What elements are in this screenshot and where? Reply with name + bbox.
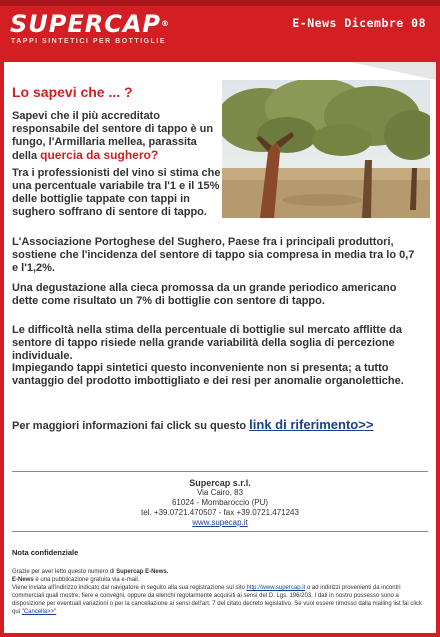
logo-tagline: TAPPI SINTETICI PER BOTTIGLIE <box>11 38 166 45</box>
privacy-line-3-text: Viene inviata all'indirizzo indicato dal navigatore in seguito alla sua registrazione sul sito <box>12 585 245 591</box>
privacy-line-1-text: Grazie per aver letto questo numero di <box>12 569 115 575</box>
privacy-line-2-text: è una pubblicazione gratuita via e-mail. <box>35 577 140 583</box>
company-name: Supercap s.r.l. <box>189 478 251 488</box>
bottom-border <box>0 633 440 637</box>
company-city: 61024 - Mombaroccio (PU) <box>171 498 269 507</box>
more-info <box>12 418 432 433</box>
privacy-line-3 <box>12 584 428 616</box>
privacy-line-2 <box>12 576 428 584</box>
paragraph-associazione: L'Associazione Portoghese del Sughero, Paese fra i principali produttori, sostiene che l'incidenza del sentore di tappo sia compresa in media tra lo 0,7 e l'1,2%. <box>12 236 415 274</box>
supercap-logo <box>10 12 170 36</box>
paragraph-degustazione: Una degustazione alla cieca promossa da un grande periodico americano dette come risultato un 7% di bottiglie con sentore di tappo. <box>12 282 397 307</box>
intro-paragraph <box>12 110 220 163</box>
company-info <box>12 478 428 528</box>
company-contacts: tel. +39.0721.470507 - fax +39.0721.471243 <box>141 508 299 517</box>
privacy-notice <box>12 568 428 616</box>
left-border <box>0 62 4 637</box>
intro-highlight: quercia da sughero? <box>40 148 159 162</box>
company-website-link[interactable]: www.supecap.it <box>192 518 248 527</box>
paragraph-tappi-sintetici: Impiegando tappi sintetici questo inconveniente non si presenta; a tutto vantaggio del prodotto imbottigliato e dei resi per anomalie organolettiche. <box>12 362 404 387</box>
logo-text: SUPERCAP <box>10 10 162 38</box>
reference-link[interactable]: link di riferimento>> <box>249 417 374 432</box>
article-title: Lo sapevi che ... ? <box>12 84 133 100</box>
privacy-line-1 <box>12 568 428 576</box>
divider-footer <box>12 531 428 532</box>
registered-mark: ® <box>161 19 171 28</box>
header-stripe <box>0 0 440 6</box>
privacy-line-2-bold: E-News <box>12 577 34 583</box>
paragraph-professionisti: Tra i professionisti del vino si stima che una percentuale variabile tra l'1 e il 15% delle bottiglie tappate con tappi in sughero soffrano di sentore di tappo. <box>12 167 221 218</box>
issue-label: E-News Dicembre 08 <box>292 16 426 30</box>
intro-text: Sapevi che il più accreditato responsabile del sentore di tappo è un fungo, l'Armillaria mellea, parassita della <box>12 110 214 162</box>
right-border <box>436 62 440 637</box>
company-address: Via Cairo, 83 <box>196 488 244 497</box>
paragraph-difficolta: Le difficoltà nella stima della percentuale di bottiglie sul mercato afflitte da sentore di tappo risiede nella grande variabilità della soglia di percezione individuale. <box>12 324 402 362</box>
privacy-line-3-post: o ad indirizzi provenienti da incontri commerciali quali mostre, fiere e convegni, oppure da elenchi regolarmente acquisiti ai sensi del D. Lgs. 196/203. I dati in nostro possesso sono a disposizione per eventuali variazioni o per la cancellazione ai sensi dell'art. 7 del citato decreto legislativo. Se vuoi essere rimosso dalla mailing list fai click qui <box>12 585 423 615</box>
divider <box>12 471 428 472</box>
cork-oak-photo <box>222 80 430 218</box>
unsubscribe-link[interactable]: "Cancella>>" <box>21 609 57 615</box>
more-info-text: Per maggiori informazioni fai click su questo <box>12 420 247 432</box>
privacy-line-1-bold: Supercap E-News. <box>116 569 169 575</box>
nota-title: Nota confidenziale <box>12 548 79 557</box>
header-banner <box>0 0 440 62</box>
supercap-site-link[interactable]: http://www.supercap.it <box>246 585 306 591</box>
